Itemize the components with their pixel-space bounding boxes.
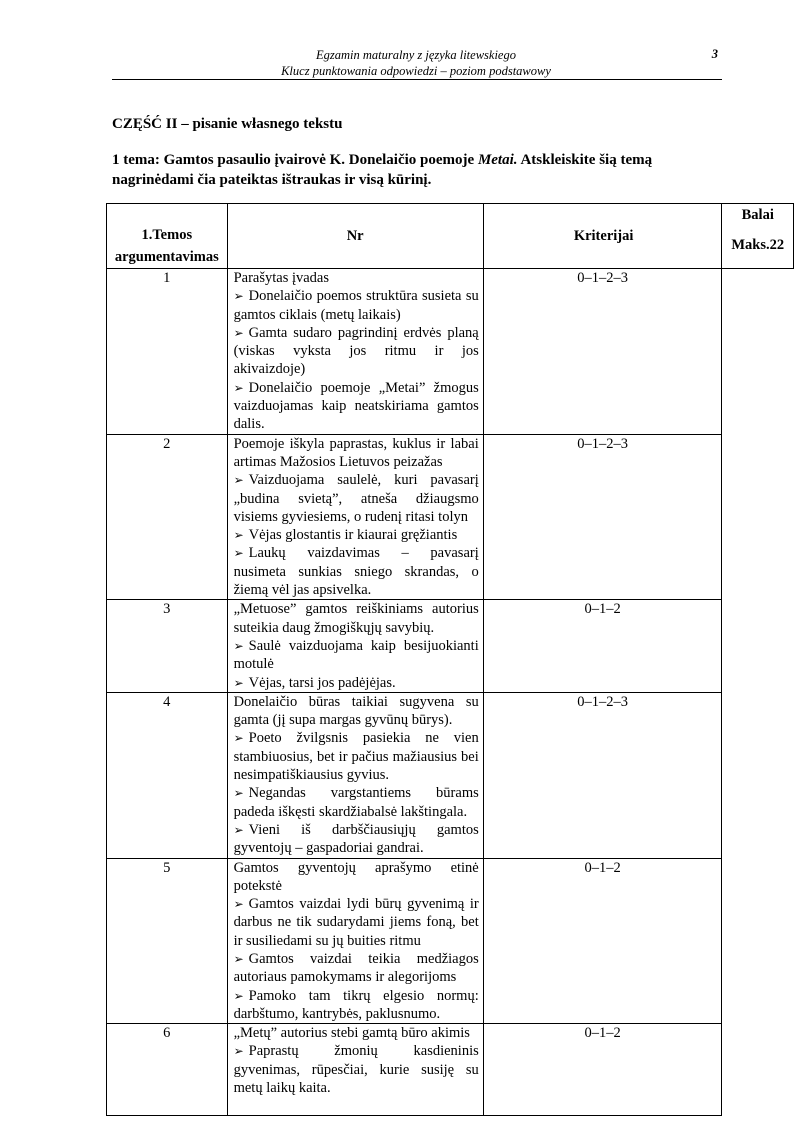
criteria-bullet-item: ➢ Donelaičio poemos struktūra susieta su gamtos ciklais (metų laikais) bbox=[234, 287, 479, 324]
points-range: 0–1–2–3 bbox=[483, 692, 722, 858]
table-row bbox=[107, 1024, 794, 1098]
topic-work-title: Metai. bbox=[477, 152, 518, 168]
header-divider bbox=[112, 79, 722, 80]
criteria-lead-text: Donelaičio būras taikiai sugyvena su gamta (jį supa margas gyvūnų būrys). bbox=[233, 693, 479, 729]
criteria-bullet-item: ➢ Paprastų žmonių kasdieninis gyvenimas, rūpesčiai, kurie susiję su metų laikų kaita. bbox=[234, 1042, 479, 1097]
criteria-bullet-item: ➢ Laukų vaizdavimas – pavasarį nusimeta sunkias sniego skrandas, o žiemą vėl jas apsivelka. bbox=[234, 544, 479, 599]
criteria-bullet-item: ➢ Gamtos vaizdai lydi būrų gyvenimą ir darbus ne tik sudarydami jiems foną, bet ir susiliedami su jų buities ritmu bbox=[234, 895, 479, 950]
criteria-cell bbox=[227, 1024, 483, 1098]
points-range: 0–1–2–3 bbox=[483, 434, 722, 600]
criteria-rows bbox=[107, 269, 794, 1116]
topic-suffix: Atskleiskite šią temą nagrinėdami čia pateiktas ištraukas ir visą kūrinį. bbox=[112, 152, 653, 188]
row-number: 4 bbox=[107, 692, 228, 858]
page-number: 3 bbox=[711, 47, 718, 61]
header-exam-title: Egzamin maturalny z języka litewskiego bbox=[316, 48, 516, 62]
table-footer-spacer bbox=[107, 1097, 794, 1116]
max-points-label: Maks.22 bbox=[731, 237, 785, 253]
points-range: 0–1–2 bbox=[483, 858, 722, 1024]
criteria-bullet-item: ➢ Vaizduojama saulelė, kuri pavasarį „budina svietą”, atneša džiaugsmo visiems gyviesiems, o rudenį ritasi tolyn bbox=[234, 471, 479, 526]
criteria-lead-text: „Metuose” gamtos reiškiniams autorius suteikia daug žmogiškųjų savybių. bbox=[233, 601, 479, 636]
points-range: 0–1–2 bbox=[483, 600, 722, 692]
criteria-bullet-item: ➢ Poeto žvilgsnis pasiekia ne vien stambiuosius, bet ir pačius mažiausius bei nesimpatiškiausius gyvius. bbox=[234, 729, 479, 784]
criteria-cell bbox=[227, 434, 483, 600]
table-row bbox=[107, 600, 794, 692]
table-row bbox=[107, 434, 794, 600]
criteria-bullet-item: ➢ Vieni iš darbščiausiųjų gamtos gyventojų – gaspadoriai gandrai. bbox=[234, 821, 479, 858]
nr-header: Nr bbox=[227, 204, 483, 269]
table-header-row bbox=[107, 204, 794, 269]
header-key-title: Klucz punktowania odpowiedzi – poziom podstawowy bbox=[281, 64, 551, 78]
criteria-bullet-item: ➢ Pamoko tam tikrų elgesio normų: darbštumo, kantrybės, paklusnumo. bbox=[234, 987, 479, 1024]
criteria-bullet-item: ➢ Negandas vargstantiems būrams padeda iškęsti skardžiabalsė lakštingala. bbox=[234, 784, 479, 821]
points-range: 0–1–2 bbox=[483, 1024, 722, 1098]
table-row bbox=[107, 269, 794, 435]
criteria-cell bbox=[227, 858, 483, 1024]
criteria-bullet-item: ➢ Vėjas glostantis ir kiaurai gręžiantis bbox=[234, 526, 479, 544]
points-header bbox=[722, 204, 794, 269]
spacer-cell bbox=[227, 1097, 483, 1116]
criteria-lead-text: Parašytas įvadas bbox=[233, 270, 330, 286]
criteria-table bbox=[106, 203, 794, 1116]
argumentation-header: 1.Temos argumentavimas bbox=[107, 204, 228, 269]
page-header bbox=[112, 47, 720, 79]
row-number: 2 bbox=[107, 434, 228, 600]
criteria-bullet-item: ➢ Gamta sudaro pagrindinį erdvės planą (viskas vyksta jos ritmu ir jos akivaizdoje) bbox=[234, 324, 479, 379]
criteria-bullet-item: ➢ Donelaičio poemoje „Metai” žmogus vaizduojamas kaip neatskiriama gamtos dalis. bbox=[234, 379, 479, 434]
criteria-bullet-item: ➢ Saulė vaizduojama kaip besijuokianti motulė bbox=[234, 637, 479, 674]
criteria-header: Kriterijai bbox=[483, 204, 722, 269]
row-number: 3 bbox=[107, 600, 228, 692]
row-number: 1 bbox=[107, 269, 228, 435]
row-number: 5 bbox=[107, 858, 228, 1024]
spacer-cell bbox=[483, 1097, 722, 1116]
points-label: Balai bbox=[741, 207, 774, 223]
topic-prefix: 1 tema: Gamtos pasaulio įvairovė K. Donelaičio poemoje bbox=[112, 152, 478, 168]
criteria-bullet-item: ➢ Vėjas, tarsi jos padėjėjas. bbox=[234, 674, 479, 692]
topic-statement bbox=[112, 150, 712, 190]
points-range: 0–1–2–3 bbox=[483, 269, 722, 435]
table-row bbox=[107, 858, 794, 1024]
spacer-cell bbox=[107, 1097, 228, 1116]
criteria-lead-text: „Metų” autorius stebi gamtą būro akimis bbox=[233, 1025, 470, 1042]
criteria-cell bbox=[227, 269, 483, 435]
row-number: 6 bbox=[107, 1024, 228, 1098]
criteria-lead-text: Gamtos gyventojų aprašymo etinė potekstė bbox=[233, 859, 479, 894]
criteria-lead-text: Poemoje iškyla paprastas, kuklus ir labai artimas Mažosios Lietuvos peizažas bbox=[233, 435, 479, 470]
criteria-cell bbox=[227, 692, 483, 858]
criteria-bullet-item: ➢ Gamtos vaizdai teikia medžiagos autoriaus pamokymams ir alegorijoms bbox=[234, 950, 479, 987]
table-row bbox=[107, 692, 794, 858]
section-title: CZĘŚĆ II – pisanie własnego tekstu bbox=[112, 116, 343, 132]
criteria-cell bbox=[227, 600, 483, 692]
